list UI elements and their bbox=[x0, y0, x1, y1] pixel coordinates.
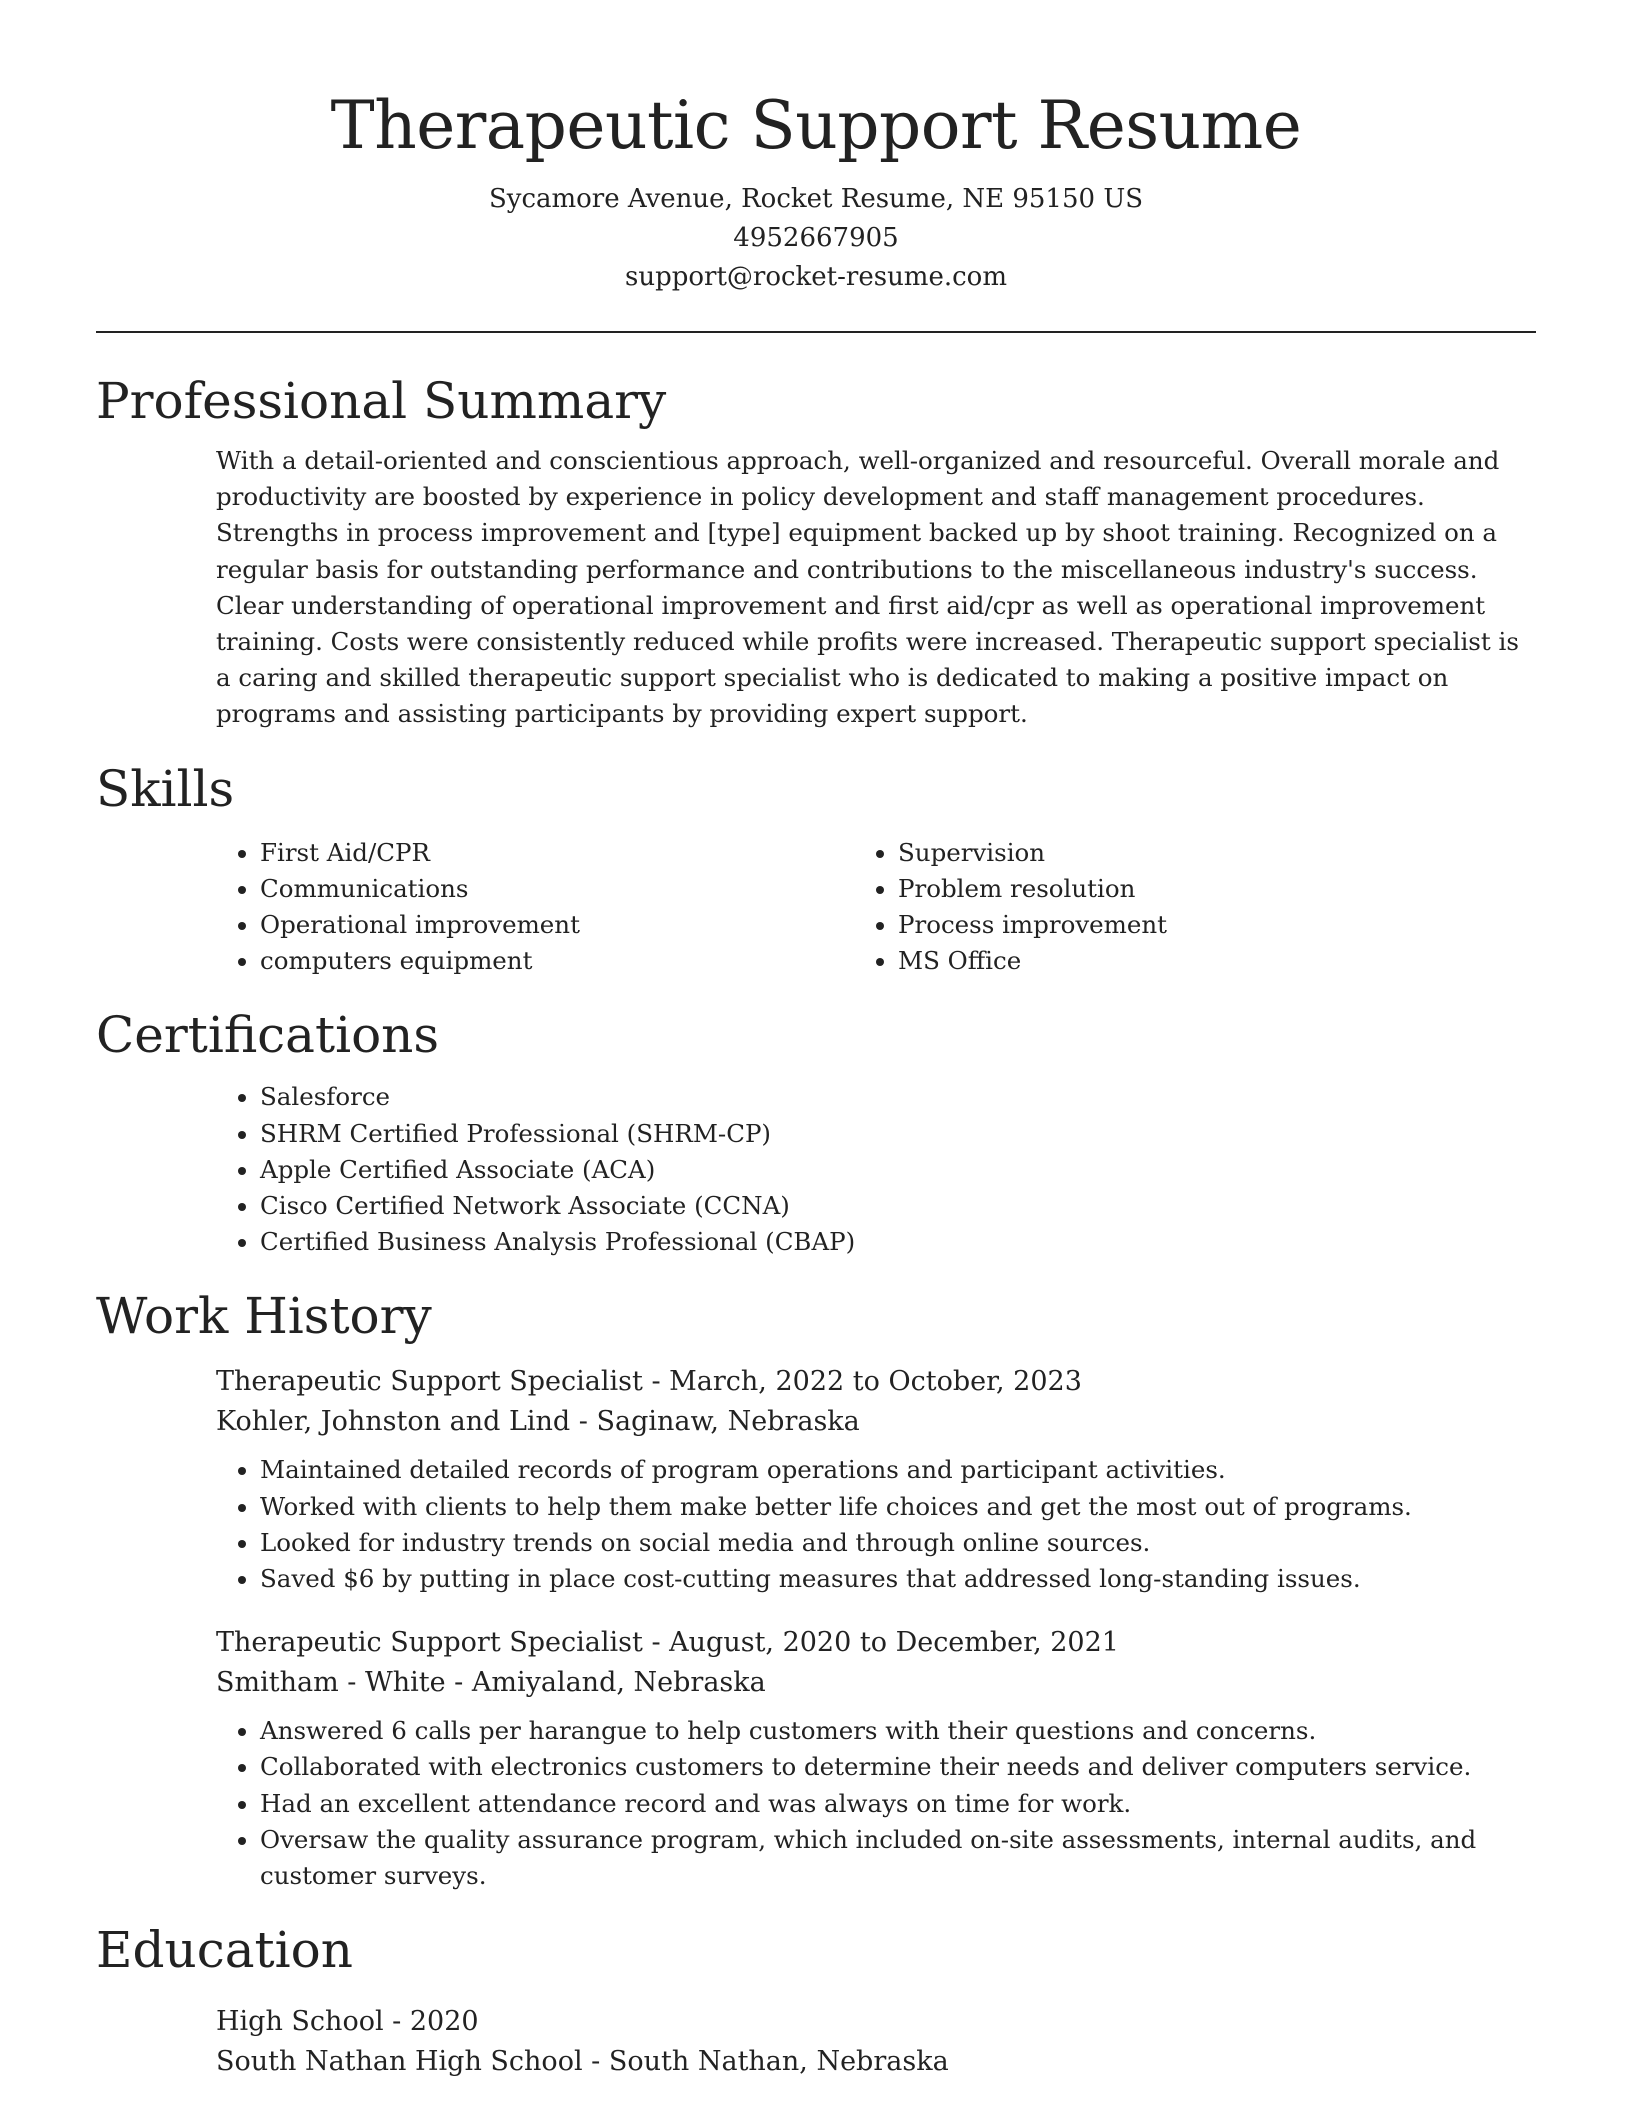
resume-header bbox=[96, 0, 1536, 297]
work-history-heading: Work History bbox=[96, 1287, 432, 1346]
education-section bbox=[96, 1918, 1536, 2082]
education-location: - South Nathan, Nebraska bbox=[582, 2046, 949, 2078]
skill-item: • computers equipment bbox=[260, 943, 898, 979]
skill-item: • Supervision bbox=[898, 835, 1536, 871]
job-bullets bbox=[216, 1713, 1536, 1894]
resume-page bbox=[96, 0, 1536, 2082]
job-bullet: • Collaborated with electronics customers to determine their needs and deliver computers service. bbox=[260, 1749, 1536, 1785]
job-title-line bbox=[216, 1623, 1536, 1663]
skills-columns bbox=[96, 835, 1536, 980]
skill-item: • Process improvement bbox=[898, 907, 1536, 943]
job-title: Therapeutic Support Specialist bbox=[216, 1627, 643, 1659]
summary-heading: Professional Summary bbox=[96, 372, 667, 430]
certification-item: • SHRM Certified Professional (SHRM-CP) bbox=[260, 1116, 1536, 1152]
job-title-line bbox=[216, 1362, 1536, 1402]
education-heading: Education bbox=[96, 1921, 353, 1980]
skill-item: • First Aid/CPR bbox=[260, 835, 898, 871]
job-bullet: • Worked with clients to help them make better life choices and get the most out of programs. bbox=[260, 1489, 1536, 1525]
job-dates: - March, 2022 to October, 2023 bbox=[642, 1366, 1082, 1398]
certification-item: • Apple Certified Associate (ACA) bbox=[260, 1152, 1536, 1188]
education-degree: High School bbox=[216, 2006, 384, 2038]
certification-item: • Cisco Certified Network Associate (CCNA) bbox=[260, 1188, 1536, 1224]
skill-item: • Operational improvement bbox=[260, 907, 898, 943]
education-degree-line bbox=[216, 2002, 1536, 2042]
job-title: Therapeutic Support Specialist bbox=[216, 1366, 643, 1398]
education-school-line bbox=[216, 2042, 1536, 2082]
skill-item: • Communications bbox=[260, 871, 898, 907]
header-divider bbox=[96, 331, 1536, 333]
job-bullet: • Maintained detailed records of program operations and participant activities. bbox=[260, 1452, 1536, 1488]
job-company: Smitham - White bbox=[216, 1667, 446, 1699]
contact-email: support@rocket-resume.com bbox=[624, 262, 1007, 292]
certification-item: • Certified Business Analysis Professional (CBAP) bbox=[260, 1224, 1536, 1260]
education-entry bbox=[216, 2002, 1536, 2082]
contact-phone: 4952667905 bbox=[733, 223, 899, 253]
education-year: - 2020 bbox=[383, 2006, 479, 2038]
job-company: Kohler, Johnston and Lind bbox=[216, 1406, 571, 1438]
job-entry bbox=[216, 1623, 1536, 1894]
job-company-line bbox=[216, 1663, 1536, 1703]
certifications-section bbox=[96, 1003, 1536, 1260]
skills-column-2 bbox=[898, 835, 1536, 980]
certifications-heading: Certifications bbox=[96, 1006, 440, 1065]
job-bullet: • Saved $6 by putting in place cost-cutting measures that addressed long-standing issues. bbox=[260, 1561, 1536, 1597]
job-dates: - August, 2020 to December, 2021 bbox=[642, 1627, 1119, 1659]
skill-item: • MS Office bbox=[898, 943, 1536, 979]
job-bullet: • Had an excellent attendance record and was always on time for work. bbox=[260, 1786, 1536, 1822]
summary-section bbox=[96, 369, 1536, 733]
resume-title: Therapeutic Support Resume bbox=[330, 87, 1302, 164]
job-bullet: • Oversaw the quality assurance program, which included on-site assessments, internal audits, and customer surveys. bbox=[260, 1822, 1536, 1894]
skills-section bbox=[96, 757, 1536, 980]
job-bullet: • Answered 6 calls per harangue to help customers with their questions and concerns. bbox=[260, 1713, 1536, 1749]
skills-heading: Skills bbox=[96, 759, 235, 818]
skill-item: • Problem resolution bbox=[898, 871, 1536, 907]
education-school: South Nathan High School bbox=[216, 2046, 583, 2078]
job-bullet: • Looked for industry trends on social media and through online sources. bbox=[260, 1525, 1536, 1561]
job-company-line bbox=[216, 1402, 1536, 1442]
job-location: - Saginaw, Nebraska bbox=[570, 1406, 860, 1438]
job-entry bbox=[216, 1362, 1536, 1597]
contact-info bbox=[96, 180, 1536, 297]
work-history-section bbox=[96, 1284, 1536, 1894]
certifications-list bbox=[96, 1079, 1536, 1260]
job-bullets bbox=[216, 1452, 1536, 1597]
certification-item: • Salesforce bbox=[260, 1079, 1536, 1115]
summary-text: With a detail-oriented and conscientious approach, well-organized and resourceful. Overall morale and productivity are boosted by experience in policy development and staff management procedures. Strengths in process improvement and [type] equipment backed up by shoot training. Recognized on a regular basis for outstanding performance and contributions to the miscellaneous industry's success. Clear understanding of operational improvement and first aid/cpr as well as operational improvement training. Costs were consistently reduced while profits were increased. Therapeutic support specialist is a caring and skilled therapeutic support specialist who is dedicated to making a positive impact on programs and assisting participants by providing expert support. bbox=[216, 446, 1519, 729]
job-location: - Amiyaland, Nebraska bbox=[445, 1667, 766, 1699]
skills-column-1 bbox=[96, 835, 898, 980]
contact-address: Sycamore Avenue, Rocket Resume, NE 95150 US bbox=[488, 184, 1144, 214]
